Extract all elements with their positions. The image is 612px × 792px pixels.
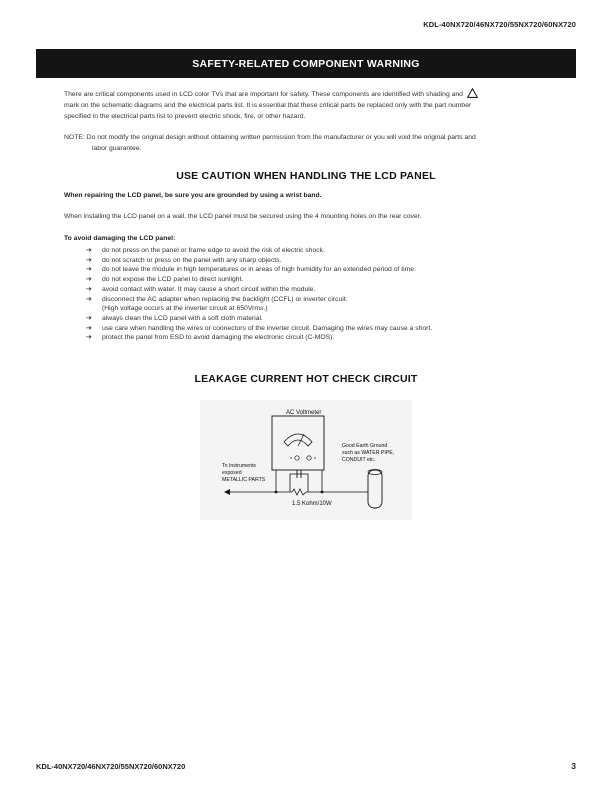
arrow-left-icon	[224, 489, 230, 495]
voltmeter-box	[272, 416, 324, 470]
precaution-text: do not press on the panel or frame edge to avoid the risk of electric shock.	[102, 247, 325, 254]
precaution-text: disconnect the AC adapter when replacing the backlight (CCFL) or inverter circuit.	[102, 295, 348, 303]
note-paragraph	[64, 132, 558, 154]
arrow-right-icon: ➔	[86, 295, 92, 303]
precaution-item	[86, 295, 556, 314]
voltmeter-label: AC Voltmeter	[286, 410, 322, 416]
ground-note: When repairing the LCD panel, be sure you are grounded by using a wrist band.	[64, 192, 322, 199]
arrow-right-icon: ➔	[86, 285, 92, 293]
precaution-text: use care when handling the wires or connectors of the inverter circuit. Damaging the wires may cause a short.	[102, 324, 433, 332]
leakage-check-circuit-diagram	[200, 400, 412, 520]
precaution-item	[86, 314, 556, 324]
precaution-item	[86, 324, 556, 334]
precaution-text-block	[102, 314, 263, 324]
precaution-item	[86, 265, 556, 275]
footer-model-number: KDL-40NX720/46NX720/55NX720/60NX720	[36, 762, 186, 771]
precaution-text-block	[102, 265, 416, 275]
header-model-number: KDL-40NX720/46NX720/55NX720/60NX720	[423, 20, 576, 29]
safety-line: mark on the schematic diagrams and the electrical parts list. It is essential that these critical parts be replaced only with the part number	[64, 102, 472, 109]
lcd-section-title: USE CAUTION WHEN HANDLING THE LCD PANEL	[176, 170, 436, 182]
precaution-item	[86, 246, 556, 256]
precaution-text: do not expose the LCD panel to direct sunlight.	[102, 276, 244, 284]
leakage-section-title: LEAKAGE CURRENT HOT CHECK CIRCUIT	[194, 373, 418, 385]
safety-line-text: There are critical components used in LCD color TVs that are important for safety. These components are identified with shading and	[64, 91, 463, 98]
arrow-right-icon: ➔	[86, 247, 92, 254]
wall-note: When installing the LCD panel on a wall, the LCD panel must be secured using the 4 mounting holes on the rear cover.	[64, 213, 422, 220]
precaution-text-block	[102, 256, 281, 266]
arrow-right-icon: ➔	[86, 256, 92, 264]
precaution-text-block	[102, 333, 334, 343]
banner-title: SAFETY-RELATED COMPONENT WARNING	[192, 57, 420, 70]
precaution-text: do not scratch or press on the panel with any sharp objects.	[102, 256, 282, 264]
warning-triangle-icon	[467, 88, 478, 98]
ground-label-line: such as WATER PIPE,	[342, 450, 395, 456]
resistor-symbol	[292, 489, 306, 495]
safety-line	[64, 88, 558, 100]
precaution-item	[86, 285, 556, 295]
arrow-right-icon: ➔	[86, 314, 92, 322]
precaution-item	[86, 333, 556, 343]
lcd-precaution-list	[86, 246, 556, 343]
resistor-label: 1.5 Kohm/10W	[292, 501, 332, 507]
precaution-text-block	[102, 285, 315, 295]
precaution-text-block	[102, 275, 243, 285]
arrow-right-icon: ➔	[86, 266, 92, 274]
safety-line: specified in the electrical parts list to prevent electric shock, fire, or other hazard.	[64, 113, 306, 120]
safety-paragraph	[64, 88, 558, 122]
junction-dot	[321, 491, 324, 494]
arrow-right-icon: ➔	[86, 324, 92, 332]
precaution-text: protect the panel from ESD to avoid damaging the electronic circuit (C-MOS).	[102, 334, 335, 342]
precaution-text-block	[102, 246, 325, 256]
precaution-text: do not leave the module in high temperatures or in areas of high humidity for an extended period of time.	[102, 266, 416, 274]
note-line: NOTE: Do not modify the original design without obtaining written permission from the manufacturer or you will void the original parts and	[64, 134, 476, 141]
junction-dot	[275, 491, 278, 494]
precaution-text-block	[102, 295, 348, 314]
capacitor-branch	[290, 474, 308, 492]
page-number: 3	[571, 761, 576, 771]
arrow-right-icon: ➔	[86, 334, 92, 342]
instrument-label-line: To Instruments	[222, 463, 257, 469]
water-pipe-icon	[368, 470, 382, 508]
arrow-right-icon: ➔	[86, 276, 92, 284]
precaution-subtext: (High voltage occurs at the inverter circuit at 650Vrms.)	[102, 305, 268, 313]
avoid-heading: To avoid damaging the LCD panel:	[64, 235, 176, 242]
precaution-text-block	[102, 324, 432, 334]
note-line: labor guarantee.	[92, 145, 142, 152]
precaution-item	[86, 275, 556, 285]
safety-warning-banner	[36, 49, 576, 78]
instrument-label-line: METALLIC PARTS	[222, 477, 266, 483]
precaution-text: avoid contact with water. It may cause a short circuit within the module.	[102, 285, 316, 293]
precaution-item	[86, 256, 556, 266]
ground-label-line: CONDUIT etc.	[342, 457, 376, 463]
precaution-text: always clean the LCD panel with a soft cloth material.	[102, 314, 263, 322]
ground-label-line: Good Earth Ground	[342, 443, 388, 449]
instrument-label-line: exposed	[222, 470, 242, 476]
